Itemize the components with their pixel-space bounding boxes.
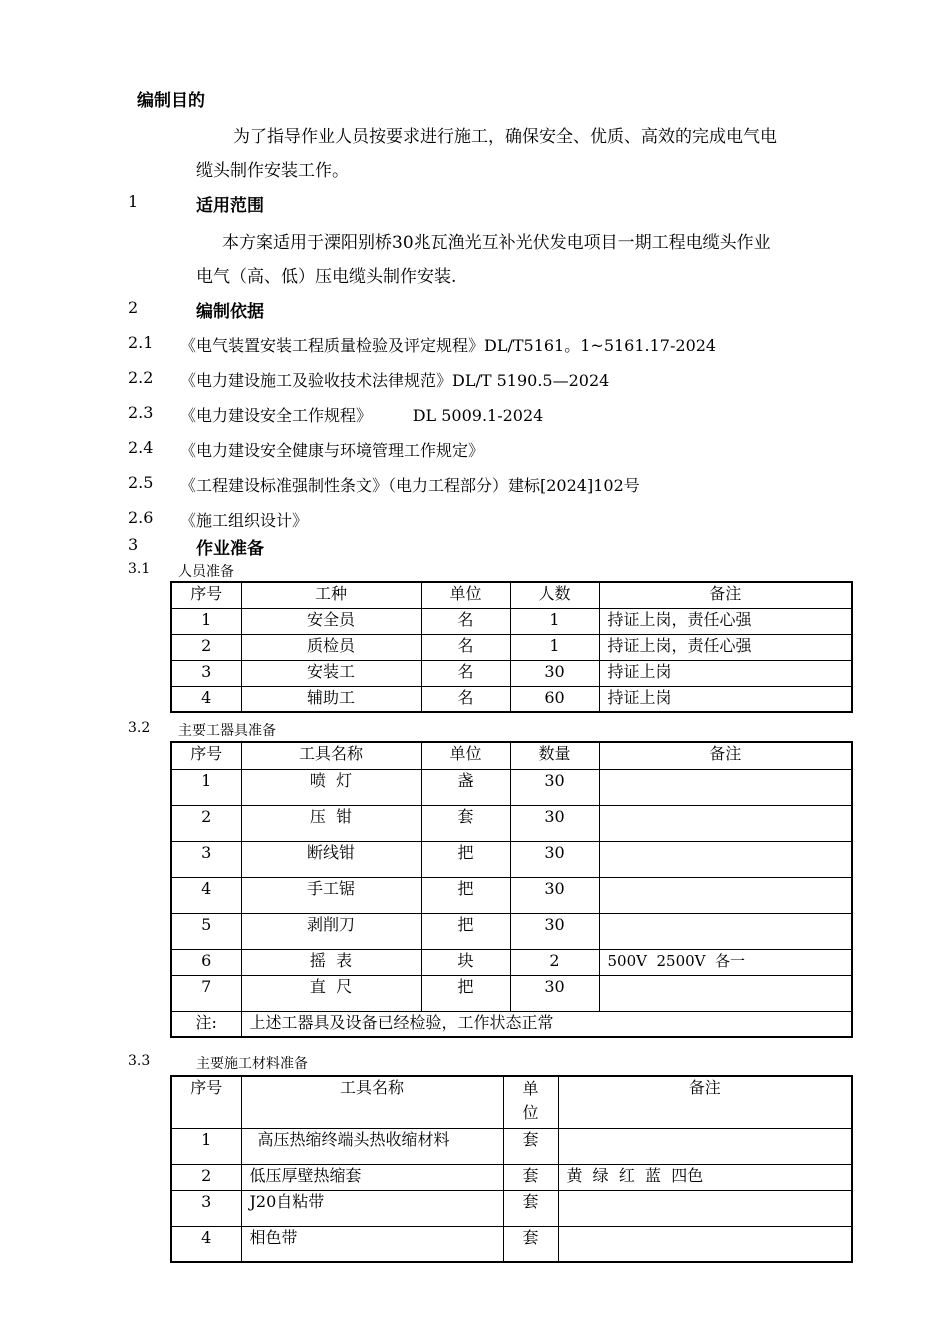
- basis-item-text: 《电力建设施工及验收技术法律规范》DL/T 5190.5—2024: [180, 371, 610, 390]
- table-cell: [558, 1190, 852, 1226]
- tools-title: 主要工器具准备: [178, 723, 276, 739]
- table-cell: 喷 灯: [241, 769, 421, 805]
- purpose-line-1: 为了指导作业人员按要求进行施工，确保安全、优质、高效的完成电气电: [233, 127, 777, 147]
- tools-table: [170, 741, 853, 1038]
- table-row: [171, 1226, 852, 1262]
- table-cell: 把: [421, 841, 510, 877]
- basis-item-number: 2.5: [128, 473, 154, 492]
- table-cell: [558, 1226, 852, 1262]
- basis-heading: 编制依据: [196, 302, 264, 322]
- table-row: [171, 608, 852, 634]
- table-cell: 3: [171, 841, 241, 877]
- basis-item-text: 《电气装置安装工程质量检验及评定规程》DL/T5161。1~5161.17-2024: [180, 336, 717, 355]
- table-cell: 7: [171, 975, 241, 1011]
- table-cell: 低压厚壁热缩套: [241, 1164, 503, 1190]
- basis-item-number: 2.3: [128, 403, 154, 422]
- table-cell: 2: [171, 805, 241, 841]
- header-cell: 单位: [421, 742, 510, 769]
- table-cell: 30: [510, 841, 599, 877]
- table-row: [171, 975, 852, 1011]
- note-label: 注:: [171, 1011, 241, 1037]
- personnel-title: 人员准备: [178, 564, 234, 580]
- basis-item-text: 《电力建设安全健康与环境管理工作规定》: [180, 441, 485, 460]
- table-cell: 把: [421, 975, 510, 1011]
- basis-item-number: 2.4: [128, 438, 154, 457]
- table-cell: 1: [510, 608, 599, 634]
- basis-item-text: 《工程建设标准强制性条文》（电力工程部分）建标[2024]102号: [180, 476, 640, 495]
- table-header-row: [171, 582, 852, 608]
- table-cell: 名: [421, 634, 510, 660]
- table-row: [171, 805, 852, 841]
- header-cell: 数量: [510, 742, 599, 769]
- table-header-row: [171, 742, 852, 769]
- table-cell: 高压热缩终端头热收缩材料: [241, 1128, 503, 1164]
- table-cell: 摇 表: [241, 949, 421, 975]
- purpose-heading: 编制目的: [137, 91, 205, 111]
- table-cell: 4: [171, 877, 241, 913]
- table-row: [171, 1164, 852, 1190]
- table-row: [171, 949, 852, 975]
- table-cell: 30: [510, 769, 599, 805]
- table-cell: 1: [510, 634, 599, 660]
- table-cell: 压 钳: [241, 805, 421, 841]
- table-cell: 相色带: [241, 1226, 503, 1262]
- table-cell: 直 尺: [241, 975, 421, 1011]
- table-note-row: [171, 1011, 852, 1037]
- table-row: [171, 1190, 852, 1226]
- table-cell: [599, 877, 852, 913]
- table-cell: 6: [171, 949, 241, 975]
- table-row: [171, 877, 852, 913]
- table-cell: 3: [171, 660, 241, 686]
- header-cell: 备注: [558, 1076, 852, 1128]
- table-header-row: [171, 1076, 852, 1128]
- tools-number: 3.2: [128, 720, 151, 736]
- table-cell: 黄 绿 红 蓝 四色: [558, 1164, 852, 1190]
- table-cell: [599, 769, 852, 805]
- header-cell: 单位: [421, 582, 510, 608]
- table-cell: 持证上岗，责任心强: [599, 634, 852, 660]
- table-cell: 辅助工: [241, 686, 421, 712]
- materials-title: 主要施工材料准备: [196, 1056, 308, 1072]
- table-cell: [599, 975, 852, 1011]
- header-cell: 工具名称: [241, 1076, 503, 1128]
- table-cell: 30: [510, 660, 599, 686]
- table-cell: 持证上岗: [599, 686, 852, 712]
- table-cell: 4: [171, 1226, 241, 1262]
- table-row: [171, 660, 852, 686]
- prep-heading: 作业准备: [196, 539, 264, 559]
- personnel-table: [170, 581, 853, 713]
- table-cell: 30: [510, 975, 599, 1011]
- table-cell: 盏: [421, 769, 510, 805]
- prep-number: 3: [128, 535, 139, 554]
- table-cell: 1: [171, 1128, 241, 1164]
- table-cell: 名: [421, 608, 510, 634]
- table-cell: 剥削刀: [241, 913, 421, 949]
- table-cell: 30: [510, 805, 599, 841]
- table-cell: 1: [171, 608, 241, 634]
- header-cell: 工种: [241, 582, 421, 608]
- basis-item-number: 2.1: [128, 333, 154, 352]
- scope-number: 1: [128, 192, 139, 211]
- basis-item-number: 2.6: [128, 508, 154, 527]
- basis-item-number: 2.2: [128, 368, 154, 387]
- header-cell: 序号: [171, 742, 241, 769]
- basis-number: 2: [128, 298, 139, 317]
- table-cell: 把: [421, 913, 510, 949]
- basis-item-text: 《电力建设安全工作规程》 DL 5009.1-2024: [180, 406, 544, 425]
- table-cell: 断线钳: [241, 841, 421, 877]
- personnel-number: 3.1: [128, 561, 151, 577]
- scope-line-1: 本方案适用于溧阳别桥30兆瓦渔光互补光伏发电项目一期工程电缆头作业: [222, 233, 771, 253]
- table-cell: [599, 805, 852, 841]
- table-cell: 持证上岗，责任心强: [599, 608, 852, 634]
- table-row: [171, 913, 852, 949]
- header-cell: 备注: [599, 582, 852, 608]
- table-cell: [558, 1128, 852, 1164]
- table-cell: 套: [503, 1164, 558, 1190]
- header-cell: 工具名称: [241, 742, 421, 769]
- table-row: [171, 769, 852, 805]
- table-row: [171, 634, 852, 660]
- table-cell: 名: [421, 686, 510, 712]
- header-cell: 序号: [171, 1076, 241, 1128]
- table-cell: 1: [171, 769, 241, 805]
- scope-line-2: 电气（高、低）压电缆头制作安装.: [196, 267, 457, 287]
- table-cell: 套: [421, 805, 510, 841]
- table-cell: 500V 2500V 各一: [599, 949, 852, 975]
- table-cell: 把: [421, 877, 510, 913]
- table-cell: 安装工: [241, 660, 421, 686]
- table-cell: 持证上岗: [599, 660, 852, 686]
- table-cell: [599, 841, 852, 877]
- header-cell: 人数: [510, 582, 599, 608]
- header-cell: 序号: [171, 582, 241, 608]
- basis-item-text: 《施工组织设计》: [180, 511, 309, 530]
- table-row: [171, 686, 852, 712]
- scope-heading: 适用范围: [196, 196, 264, 216]
- table-cell: 5: [171, 913, 241, 949]
- table-cell: 安全员: [241, 608, 421, 634]
- table-cell: 块: [421, 949, 510, 975]
- header-cell: 备注: [599, 742, 852, 769]
- table-cell: 2: [510, 949, 599, 975]
- table-cell: 3: [171, 1190, 241, 1226]
- table-cell: 套: [503, 1190, 558, 1226]
- table-cell: 2: [171, 634, 241, 660]
- table-cell: 30: [510, 913, 599, 949]
- materials-number: 3.3: [128, 1053, 151, 1069]
- table-cell: 4: [171, 686, 241, 712]
- table-cell: 2: [171, 1164, 241, 1190]
- table-cell: 套: [503, 1128, 558, 1164]
- note-text: 上述工器具及设备已经检验，工作状态正常: [241, 1011, 852, 1037]
- table-cell: [599, 913, 852, 949]
- table-row: [171, 1128, 852, 1164]
- table-cell: 60: [510, 686, 599, 712]
- header-cell: 单 位: [503, 1076, 558, 1128]
- table-cell: J20自粘带: [241, 1190, 503, 1226]
- materials-table: [170, 1075, 853, 1263]
- purpose-line-2: 缆头制作安装工作。: [196, 161, 349, 181]
- table-cell: 手工锯: [241, 877, 421, 913]
- table-cell: 质检员: [241, 634, 421, 660]
- table-row: [171, 841, 852, 877]
- table-cell: 30: [510, 877, 599, 913]
- table-cell: 套: [503, 1226, 558, 1262]
- table-cell: 名: [421, 660, 510, 686]
